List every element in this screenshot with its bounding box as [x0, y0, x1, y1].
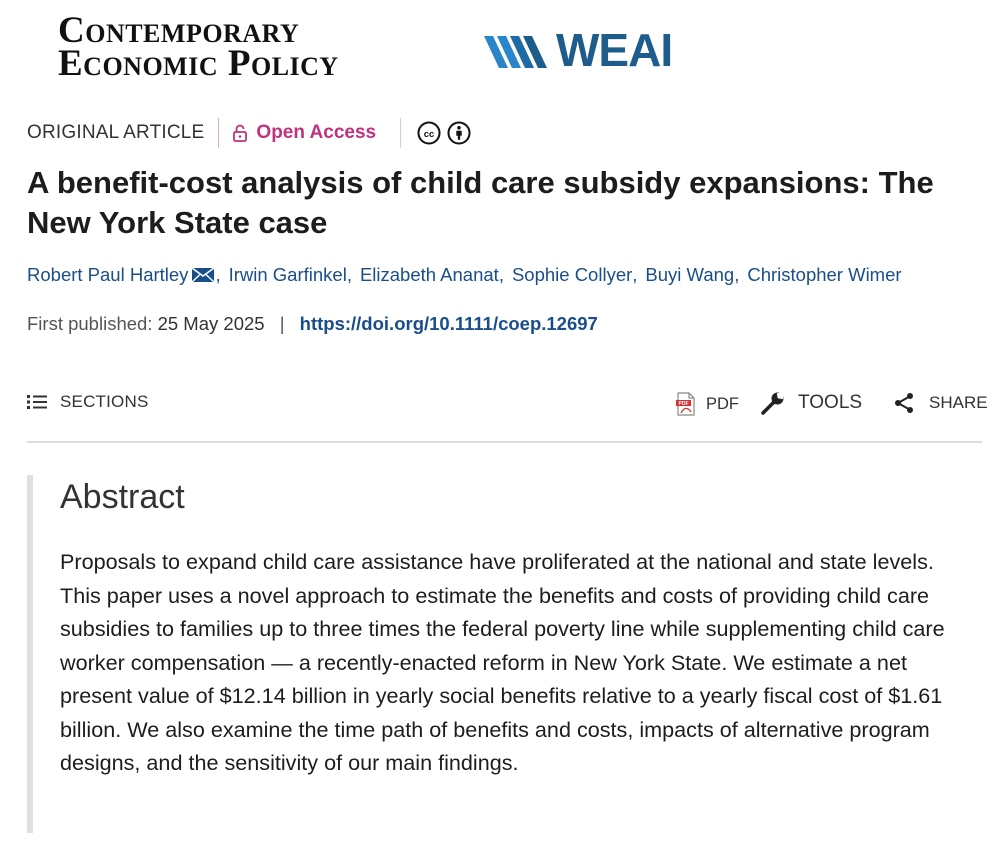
first-published-date: 25 May 2025: [157, 313, 265, 334]
pdf-button[interactable]: [676, 392, 739, 416]
author-link[interactable]: Robert Paul Hartley: [27, 264, 189, 285]
meta-separator: [400, 118, 401, 148]
author-link[interactable]: Elizabeth Ananat: [359, 264, 499, 285]
author-link[interactable]: Buyi Wang: [645, 264, 735, 285]
author-link[interactable]: Christopher Wimer: [747, 264, 902, 285]
share-label: SHARE: [929, 393, 988, 412]
share-button[interactable]: [893, 392, 988, 414]
envelope-icon[interactable]: [191, 267, 215, 283]
unlock-icon: [233, 124, 247, 142]
tools-label: TOOLS: [798, 392, 863, 413]
tools-button[interactable]: [760, 390, 862, 416]
wrench-icon: [760, 390, 786, 416]
journal-logo[interactable]: [58, 10, 413, 84]
open-access-label: Open Access: [256, 122, 377, 143]
list-icon: [27, 394, 47, 410]
sections-label: SECTIONS: [60, 392, 149, 411]
pdf-label: PDF: [706, 394, 739, 413]
article-title: A benefit-cost analysis of child care subsidy expansions: The New York State case: [27, 165, 934, 240]
sections-button[interactable]: [27, 392, 149, 412]
share-icon: [893, 392, 915, 414]
article-toolbar: [27, 388, 988, 420]
doi-link[interactable]: https://doi.org/10.1111/coep.12697: [299, 313, 598, 334]
by-icon: [447, 121, 471, 145]
abstract-text: Proposals to expand child care assistance have proliferated at the national and state levels. This paper uses a novel approach to estimate the benefits and costs of providing child care subsidies to families up to three times the federal poverty line while supplementing child care worker compensation — a recently-enacted reform in New York State. We estimate a net present value of $12.14 billion in yearly social benefits relative to a yearly fiscal cost of $1.61 billion. We also examine the time path of benefits and costs, impacts of alternative program designs, and the sensitivity of our main findings.: [60, 549, 945, 775]
article-type: ORIGINAL ARTICLE: [27, 122, 205, 143]
author-separator: ,: [632, 264, 638, 285]
weai-text: WEAI: [556, 24, 673, 76]
author-separator: ,: [346, 264, 352, 285]
license-icons[interactable]: [417, 121, 477, 145]
publication-separator: |: [279, 313, 285, 334]
meta-separator: [218, 118, 219, 148]
publication-info: [27, 313, 598, 335]
weai-stripes-icon: [484, 30, 550, 70]
author-list: [27, 264, 902, 286]
author-separator: ,: [215, 264, 221, 285]
cc-icon: [417, 121, 441, 145]
toolbar-divider: [27, 441, 982, 443]
abstract-section: [27, 475, 982, 833]
journal-name-line1: Contemporary: [58, 10, 300, 51]
abstract-heading: Abstract: [60, 478, 185, 516]
open-access-badge[interactable]: [233, 122, 376, 144]
author-separator: ,: [734, 264, 740, 285]
author-link[interactable]: Sophie Collyer: [511, 264, 633, 285]
first-published-label: First published:: [27, 313, 153, 334]
weai-logo[interactable]: [484, 24, 673, 76]
svg-text:cc: cc: [423, 129, 435, 140]
pdf-file-icon: [676, 392, 696, 416]
article-meta-row: [27, 118, 477, 148]
journal-name-line2: Economic Policy: [58, 43, 339, 84]
author-link[interactable]: Irwin Garfinkel: [228, 264, 347, 285]
author-separator: ,: [498, 264, 504, 285]
svg-text:PDF: PDF: [678, 400, 689, 407]
